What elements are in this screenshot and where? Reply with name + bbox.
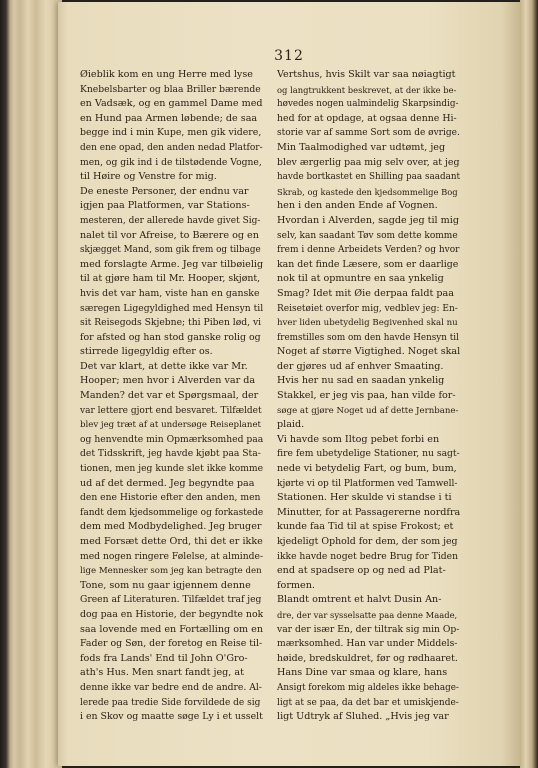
text-column-right: [277, 68, 460, 725]
text-line: en Vadsæk, og en gammel Dame med: [80, 98, 263, 110]
text-line: men, og gik ind i de tilstødende Vogne,: [80, 156, 262, 168]
text-line: Knebelsbarter og blaa Briller bærende: [80, 83, 261, 95]
text-line: fods fra Lands' End til John O'Gro-: [80, 652, 248, 664]
text-line: dre, der var sysselsatte paa denne Maade,: [277, 609, 458, 620]
text-line: Vi havde som Iltog pebet forbi en: [277, 433, 440, 445]
text-line: fandt dem kjedsommelige og forkastede: [80, 507, 263, 518]
text-line: Skrab, og kastede den kjedsommelige Bog: [277, 186, 458, 197]
text-line: hvis det var ham, viste han en ganske: [80, 287, 260, 299]
text-line: til at gjøre ham til Mr. Hooper, skjønt,: [80, 273, 261, 285]
text-line: hen i den anden Ende af Vognen.: [277, 200, 438, 212]
text-line: begge ind i min Kupe, men gik videre,: [80, 127, 262, 139]
text-line: lerede paa tredie Side forvildede de sig: [80, 697, 261, 708]
text-line: fire fem ubetydelige Stationer, nu sagt-: [277, 448, 460, 460]
text-line: var der især En, der tiltrak sig min Op-: [277, 623, 460, 635]
text-line: Blandt omtrent et halvt Dusin An-: [277, 594, 442, 606]
text-line: Øieblik kom en ung Herre med lyse: [80, 69, 253, 80]
text-line: Smag? Idet mit Øie derpaa faldt paa: [277, 287, 454, 299]
text-line: mesteren, der allerede havde givet Sig-: [80, 215, 261, 226]
text-line: storie var af samme Sort som de øvrige.: [277, 128, 460, 139]
text-line: den ene Historie efter den anden, men: [80, 492, 261, 504]
text-line: nalet til vor Afreise, to Bærere og en: [80, 229, 259, 241]
text-line: hver liden ubetydelig Begivenhed skal nu: [277, 318, 458, 329]
text-line: end at spadsere op og ned ad Plat-: [277, 565, 446, 577]
text-line: høide, bredskuldret, før og rødhaaret.: [277, 652, 458, 664]
text-line: kjørte vi op til Platformen ved Tamwell-: [277, 478, 458, 489]
text-line: skjægget Mand, som gik frem og tilbage: [80, 245, 261, 256]
text-line: fremstilles som om den havde Hensyn til: [277, 332, 459, 343]
text-line: stirrede ligegyldig efter os.: [80, 346, 213, 358]
text-line: Stakkel, er jeg vis paa, han vilde for-: [277, 390, 456, 402]
text-line: Min Taalmodighed var udtømt, jeg: [277, 141, 446, 153]
text-line: var lettere gjort end besvaret. Tilfældet: [80, 405, 262, 416]
text-line: ud af det dermed. Jeg begyndte paa: [80, 477, 255, 489]
text-line: Vertshus, hvis Skilt var saa nøiagtigt: [277, 69, 456, 80]
text-line: i en Skov og maatte søge Ly i et usselt: [80, 711, 263, 723]
text-line: plaid.: [277, 419, 305, 431]
text-line: formen.: [277, 579, 315, 591]
text-line: denne ikke var bedre end de andre. Al-: [80, 681, 262, 693]
text-line: og henvendte min Opmærksomhed paa: [80, 433, 263, 445]
text-line: De eneste Personer, der endnu var: [80, 185, 249, 197]
text-line: kjedeligt Ophold for dem, der som jeg: [277, 536, 458, 547]
text-line: tionen, men jeg kunde slet ikke komme: [80, 463, 263, 475]
text-line: blev ærgerlig paa mig selv over, at jeg: [277, 156, 460, 168]
text-line: en Hund paa Armen løbende; de saa: [80, 112, 258, 124]
text-line: dog paa en Historie, der begyndte nok: [80, 608, 263, 620]
text-line: med nogen ringere Følelse, at alminde-: [80, 550, 263, 562]
text-line: søge at gjøre Noget ud af dette Jernbane-: [277, 405, 459, 416]
text-column-left: [80, 68, 263, 725]
text-line: Hans Dine var smaa og klare, hans: [277, 667, 448, 679]
text-line: Noget af større Vigtighed. Noget skal: [277, 346, 460, 358]
text-line: Minutter, for at Passagererne nordfra: [277, 506, 460, 518]
text-line: nede vi betydelig Fart, og bum, bum,: [277, 463, 457, 475]
book-right-edge: [520, 0, 538, 768]
text-line: kunde faa Tid til at spise Frokost; et: [277, 521, 454, 533]
book-page-edges: [0, 0, 62, 768]
text-line: særegen Ligegyldighed med Hensyn til: [80, 302, 263, 314]
text-line: Stationen. Her skulde vi standse i ti: [277, 492, 452, 504]
text-line: mærksomhed. Han var under Middels-: [277, 638, 458, 650]
text-line: der gjøres ud af enhver Smaating.: [277, 360, 444, 372]
text-line: Green af Literaturen. Tilfældet traf jeg: [80, 594, 262, 606]
text-line: ligt at se paa, da det bar et umiskjende-: [277, 697, 459, 708]
text-line: Hvis her nu sad en saadan ynkelig: [277, 375, 445, 387]
text-line: kan det finde Læsere, som er daarlige: [277, 258, 459, 270]
text-line: lige Mennesker som jeg kan betragte den: [80, 566, 262, 577]
text-line: Hooper; men hvor i Alverden var da: [80, 375, 256, 387]
text-line: blev jeg træt af at undersøge Reiseplanet: [80, 420, 261, 431]
text-line: ath's Hus. Men snart fandt jeg, at: [80, 667, 244, 679]
text-line: dem med Modbydelighed. Jeg bruger: [80, 521, 262, 533]
text-line: med Forsæt dette Ord, thi det er ikke: [80, 536, 263, 547]
text-line: med forslagte Arme. Jeg var tilbøielig: [80, 258, 263, 270]
text-line: igjen paa Platformen, var Stations-: [80, 200, 250, 212]
text-line: Det var klart, at dette ikke var Mr.: [80, 360, 248, 372]
text-line: ikke havde noget bedre Brug for Tiden: [277, 550, 458, 562]
text-line: Hvordan i Alverden, sagde jeg til mig: [277, 214, 459, 226]
text-line: Manden? det var et Spørgsmaal, der: [80, 390, 259, 402]
text-line: den ene opad, den anden nedad Platfor-: [80, 142, 263, 153]
text-line: saa lovende med en Fortælling om en: [80, 623, 263, 635]
page-number: 312: [274, 48, 304, 64]
text-line: høvedes nogen ualmindelig Skarpsindig-: [277, 99, 459, 110]
text-line: selv, kan saadant Tøv som dette komme: [277, 230, 458, 241]
text-line: Reisetøiet overfor mig, vedblev jeg: En-: [277, 303, 458, 314]
text-line: nok til at opmuntre en saa ynkelig: [277, 273, 444, 285]
text-line: det Tidsskrift, jeg havde kjøbt paa Sta-: [80, 448, 261, 460]
text-line: til Høire og Venstre for mig.: [80, 171, 217, 183]
text-line: ligt Udtryk af Sluhed. „Hvis jeg var: [277, 711, 449, 723]
text-line: havde bortkastet en Shilling paa saadant: [277, 172, 460, 183]
text-line: for afsted og han stod ganske rolig og: [80, 331, 261, 343]
text-line: Fader og Søn, der foretog en Reise til-: [80, 638, 263, 650]
text-line: hed for at opdage, at ogsaa denne Hi-: [277, 112, 457, 124]
text-line: Tone, som nu gaar igjennem denne: [80, 579, 251, 591]
text-line: og langtrukkent beskrevet, at der ikke be-: [277, 84, 457, 95]
text-line: frem i denne Arbeidets Verden? og hvor: [277, 245, 460, 256]
text-line: Ansigt forekom mig aldeles ikke behage-: [277, 682, 459, 693]
text-line: sit Reisegods Skjebne; thi Piben lød, vi: [80, 317, 262, 329]
